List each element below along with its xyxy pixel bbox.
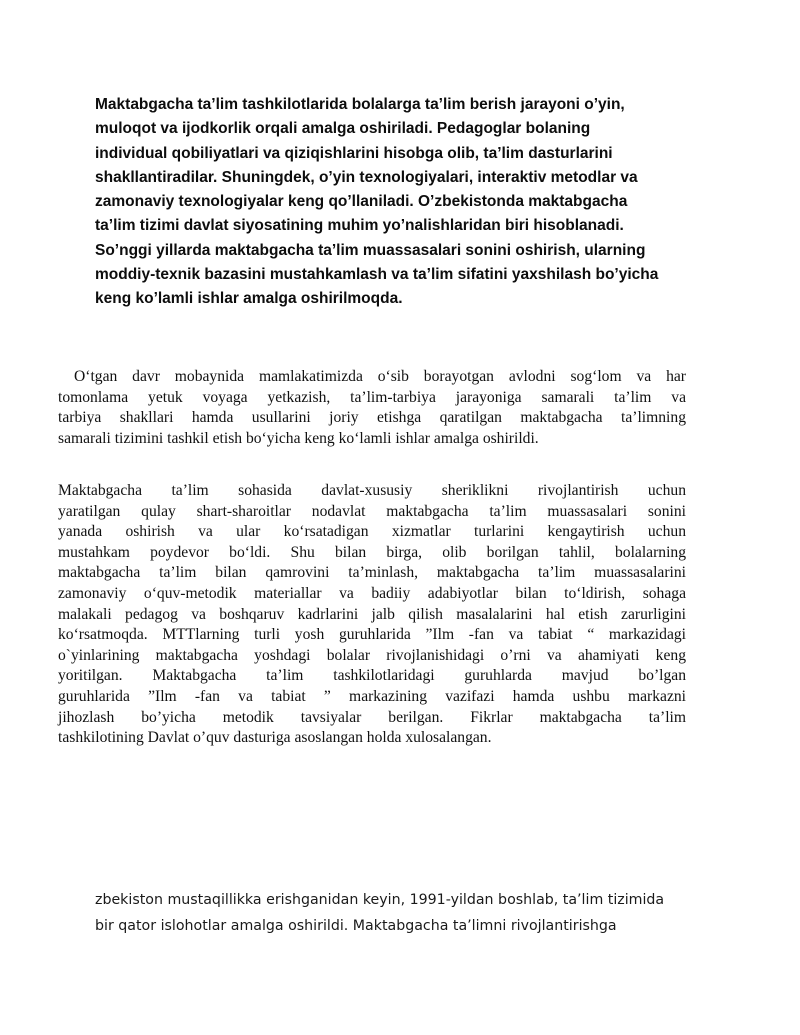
text-line: Maktabgacha ta’lim tashkilotlarida bolalarga ta’lim berish jarayoni o’yin, — [95, 96, 625, 113]
text-line: o`yinlarining maktabgacha yoshdagi bolalar rivojlanishidagi o’rni va ahamiyati keng — [58, 646, 686, 664]
text-line: zamonaviy o‘quv-metodik materiallar va badiiy adabiyotlar bilan to‘ldirish, sohaga — [58, 584, 686, 602]
text-line: yaratilgan qulay shart-sharoitlar nodavlat maktabgacha ta’lim muassasalari sonini — [58, 502, 686, 520]
text-line: Maktabgacha ta’lim sohasida davlat-xususiy sheriklikni rivojlantirish uchun — [58, 482, 686, 499]
text-line: ko‘rsatmoqda. MTTlarning turli yosh guruhlarida ”Ilm -fan va tabiat “ markazidagi — [58, 626, 686, 644]
text-line: tarbiya shakllari hamda usullarini joriy etishga qaratilgan maktabgacha ta’limning — [58, 409, 686, 427]
text-line: individual qobiliyatlari va qiziqishlarini hisobga olib, ta’lim dasturlarini — [95, 144, 613, 162]
text-line: malakali pedagog va boshqaruv kadrlarini jalb qilish masalalarini hal etish zarurligini — [58, 605, 686, 623]
text-line: guruhlarida ”Ilm -fan va tabiat ” markazining vazifazi hamda ushbu markazni — [58, 687, 686, 705]
text-line: tashkilotining Davlat o’quv dasturiga asoslangan holda xulosalangan. — [58, 729, 492, 747]
text-line: yoritilgan. Maktabgacha ta’lim tashkilotlaridagi guruhlarda mavjud bo’lgan — [58, 667, 686, 685]
paragraph-past-period — [58, 367, 686, 449]
text-line: maktabgacha ta’lim bilan qamrovini ta’minlash, maktabgacha ta’lim muassasalarini — [58, 564, 686, 582]
text-line: O‘tgan davr mobaynida mamlakatimizda o‘sib borayotgan avlodni sog‘lom va har — [74, 368, 686, 385]
text-line: bir qator islohotlar amalga oshirildi. Maktabgacha ta’limni rivojlantirishga — [95, 918, 617, 934]
text-line: ta’lim tizimi davlat siyosatining muhim yo’nalishlaridan biri hisoblanadi. — [95, 217, 624, 235]
text-line: shakllantiradilar. Shuningdek, o’yin texnologiyalari, interaktiv metodlar va — [95, 168, 638, 186]
text-line: jihozlash bo’yicha metodik tavsiyalar berilgan. Fikrlar maktabgacha ta’lim — [58, 708, 686, 726]
text-line: mustahkam poydevor bo‘ldi. Shu bilan birga, olib borilgan tahlil, bolalarning — [58, 543, 686, 561]
text-line: keng ko’lamli ishlar amalga oshirilmoqda. — [95, 290, 403, 308]
text-line: zamonaviy texnologiyalar keng qo’llaniladi. O’zbekistonda maktabgacha — [95, 193, 628, 211]
text-line: samarali tizimini tashkil etish bo‘yicha keng ko‘lamli ishlar amalga oshirildi. — [58, 429, 539, 447]
text-line: zbekiston mustaqillikka erishganidan keyin, 1991-yildan boshlab, ta’lim tizimida — [95, 892, 665, 908]
paragraph-intro-bold — [95, 93, 705, 312]
text-line: So’nggi yillarda maktabgacha ta’lim muassasalari sonini oshirish, ularning — [95, 241, 646, 259]
text-line: tomonlama yetuk voyaga yetkazish, ta’lim-tarbiya jarayoniga samarali ta’lim va — [58, 388, 686, 406]
text-line: yanada oshirish va ular ko‘rsatadigan xizmatlar turlarini kengaytirish uchun — [58, 523, 686, 541]
paragraph-public-private-partnership — [58, 481, 686, 749]
text-line: muloqot va ijodkorlik orqali amalga oshiriladi. Pedagoglar bolaning — [95, 120, 591, 138]
text-line: moddiy-texnik bazasini mustahkamlash va ta’lim sifatini yaxshilash bo’yicha — [95, 266, 659, 284]
paragraph-independence-reforms — [95, 887, 695, 939]
